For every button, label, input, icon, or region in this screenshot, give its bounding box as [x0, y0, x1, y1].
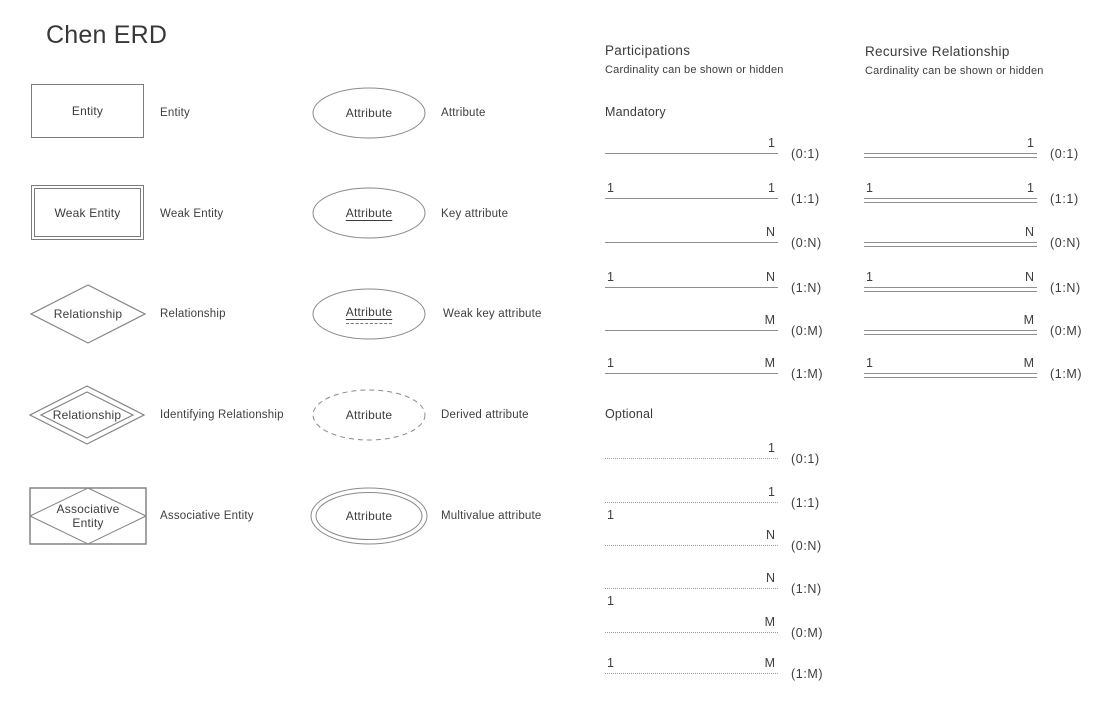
- right-cardinality: M: [764, 656, 775, 670]
- mandatory-row-1-n: [605, 269, 837, 297]
- below-left-cardinality: 1: [607, 508, 614, 522]
- cardinality-text: (1:1): [1050, 192, 1079, 206]
- left-cardinality: 1: [607, 181, 614, 195]
- identifying-relationship-label: Identifying Relationship: [160, 409, 284, 421]
- attribute-shape: [312, 87, 426, 139]
- solid-line: [605, 153, 778, 154]
- mandatory-row-0-n: [605, 224, 837, 252]
- optional-row-0-1: [605, 440, 837, 468]
- dotted-line: [605, 502, 778, 503]
- cardinality-text: (1:M): [791, 667, 824, 681]
- entity-shape: [31, 84, 144, 138]
- cardinality-text: (1:N): [1050, 281, 1081, 295]
- key-attribute-shape: [312, 187, 426, 239]
- solid-line: [605, 287, 778, 288]
- participations-subheading: Cardinality can be shown or hidden: [605, 64, 784, 76]
- relationship-label: Relationship: [160, 308, 226, 320]
- solid-line: [605, 198, 778, 199]
- weak-key-attribute-shape-text: Attribute: [346, 305, 393, 324]
- cardinality-text: (1:N): [791, 281, 822, 295]
- entity-shape-text: Entity: [71, 104, 104, 118]
- right-cardinality: 1: [768, 441, 775, 455]
- mandatory-heading: Mandatory: [605, 105, 666, 119]
- cardinality-text: (0:M): [1050, 324, 1083, 338]
- cardinality-text: (0:1): [791, 452, 820, 466]
- right-cardinality: N: [765, 270, 775, 284]
- recursive-row-1-1: [864, 180, 1096, 208]
- optional-heading: Optional: [605, 407, 654, 421]
- attribute-label: Attribute: [441, 107, 486, 119]
- key-attribute-shape-text: Attribute: [345, 206, 393, 220]
- derived-attribute-shape: [312, 389, 426, 441]
- participations-heading: Participations: [605, 43, 691, 58]
- weak-entity-label: Weak Entity: [160, 208, 224, 220]
- derived-attribute-shape-text: Attribute: [345, 408, 393, 422]
- cardinality-text: (0:N): [791, 539, 822, 553]
- left-cardinality: 1: [866, 181, 873, 195]
- below-left-cardinality: 1: [607, 594, 614, 608]
- recursive-row-0-m: [864, 312, 1096, 340]
- cardinality-text: (0:1): [791, 147, 820, 161]
- double-line: [864, 153, 1037, 158]
- cardinality-text: (0:M): [791, 324, 824, 338]
- double-line: [864, 287, 1037, 292]
- dotted-line: [605, 673, 778, 674]
- recursive-subheading: Cardinality can be shown or hidden: [865, 65, 1044, 77]
- right-cardinality: 1: [1027, 136, 1034, 150]
- entity-label: Entity: [160, 107, 190, 119]
- cardinality-text: (0:M): [791, 626, 824, 640]
- right-cardinality: N: [765, 571, 775, 585]
- cardinality-text: (1:N): [791, 582, 822, 596]
- page-title: Chen ERD: [46, 21, 168, 49]
- mandatory-row-0-1: [605, 135, 837, 163]
- identifying-relationship-shape-text: Relationship: [52, 408, 122, 422]
- optional-row-1-m: [605, 655, 837, 683]
- recursive-heading: Recursive Relationship: [865, 44, 1010, 59]
- recursive-row-0-n: [864, 224, 1096, 252]
- solid-line: [605, 242, 778, 243]
- multivalue-attribute-shape: [310, 487, 428, 545]
- mandatory-row-1-1: [605, 180, 837, 208]
- left-cardinality: 1: [607, 356, 614, 370]
- cardinality-text: (1:1): [791, 192, 820, 206]
- right-cardinality: 1: [1027, 181, 1034, 195]
- right-cardinality: 1: [768, 485, 775, 499]
- cardinality-text: (1:M): [1050, 367, 1083, 381]
- weak-key-attribute-shape: [312, 288, 426, 340]
- weak-key-attribute-label: Weak key attribute: [443, 308, 542, 320]
- double-line: [864, 242, 1037, 247]
- associative-entity-label: Associative Entity: [160, 510, 254, 522]
- weak-entity-shape: [31, 185, 144, 240]
- recursive-row-1-n: [864, 269, 1096, 297]
- right-cardinality: N: [765, 225, 775, 239]
- optional-row-1-n: [605, 570, 837, 608]
- right-cardinality: N: [1024, 270, 1034, 284]
- right-cardinality: M: [764, 615, 775, 629]
- right-cardinality: M: [764, 356, 775, 370]
- cardinality-text: (1:M): [791, 367, 824, 381]
- right-cardinality: M: [1023, 356, 1034, 370]
- relationship-shape: [29, 284, 147, 344]
- cardinality-text: (0:1): [1050, 147, 1079, 161]
- solid-line: [605, 330, 778, 331]
- solid-line: [605, 373, 778, 374]
- dotted-line: [605, 458, 778, 459]
- optional-row-1-1: [605, 484, 837, 522]
- right-cardinality: N: [1024, 225, 1034, 239]
- relationship-shape-text: Relationship: [53, 307, 123, 321]
- right-cardinality: 1: [768, 181, 775, 195]
- dotted-line: [605, 588, 778, 589]
- cardinality-text: (0:N): [1050, 236, 1081, 250]
- key-attribute-label: Key attribute: [441, 208, 509, 220]
- weak-entity-shape-text: Weak Entity: [54, 205, 121, 220]
- mandatory-row-1-m: [605, 355, 837, 383]
- left-cardinality: 1: [607, 270, 614, 284]
- cardinality-text: (1:1): [791, 496, 820, 510]
- right-cardinality: M: [1023, 313, 1034, 327]
- left-cardinality: 1: [866, 270, 873, 284]
- double-line: [864, 373, 1037, 378]
- recursive-row-0-1: [864, 135, 1096, 163]
- multivalue-attribute-shape-text: Attribute: [345, 509, 393, 523]
- left-cardinality: 1: [607, 656, 614, 670]
- mandatory-row-0-m: [605, 312, 837, 340]
- identifying-relationship-shape: [28, 385, 146, 445]
- double-line: [864, 198, 1037, 203]
- left-cardinality: 1: [866, 356, 873, 370]
- multivalue-attribute-label: Multivalue attribute: [441, 510, 542, 522]
- dotted-line: [605, 632, 778, 633]
- double-line: [864, 330, 1037, 335]
- associative-entity-shape-text: Associative Entity: [56, 502, 120, 530]
- associative-entity-shape: [29, 487, 147, 545]
- cardinality-text: (0:N): [791, 236, 822, 250]
- right-cardinality: M: [764, 313, 775, 327]
- recursive-row-1-m: [864, 355, 1096, 383]
- attribute-shape-text: Attribute: [345, 106, 393, 120]
- right-cardinality: 1: [768, 136, 775, 150]
- derived-attribute-label: Derived attribute: [441, 409, 529, 421]
- optional-row-0-m: [605, 614, 837, 642]
- dotted-line: [605, 545, 778, 546]
- optional-row-0-n: [605, 527, 837, 555]
- right-cardinality: N: [765, 528, 775, 542]
